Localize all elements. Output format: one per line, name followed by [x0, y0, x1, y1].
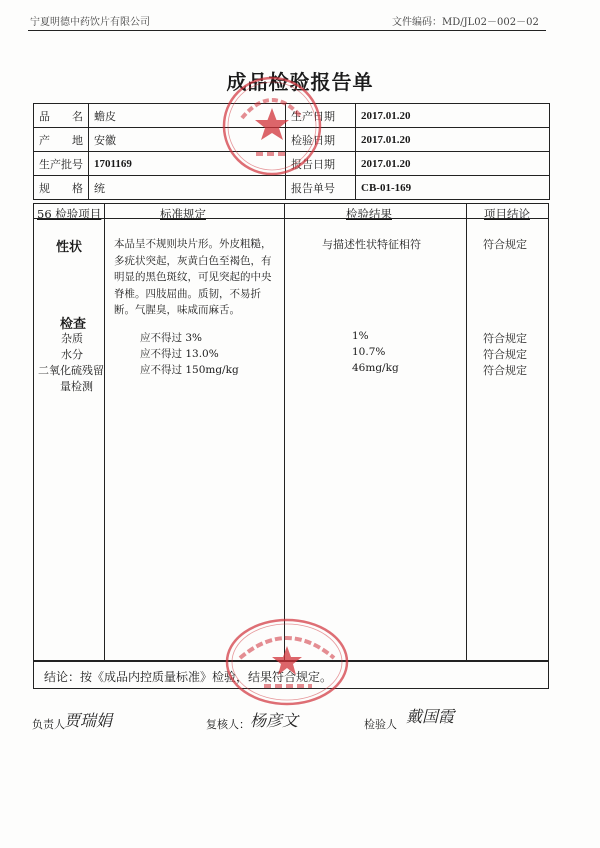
prod-date-label: 生产日期 — [286, 104, 356, 128]
traits-result: 与描述性状特征相符 — [322, 238, 421, 251]
row-conclusion: 符合规定 — [483, 332, 527, 345]
row-result: 10.7% — [352, 346, 386, 358]
report-no-value: CB-01-169 — [356, 176, 550, 200]
report-no-label: 报告单号 — [286, 176, 356, 200]
batch-label: 生产批号 — [34, 152, 89, 176]
origin-label: 产 地 — [34, 128, 89, 152]
prod-date-value: 2017.01.20 — [356, 104, 550, 128]
test-date-value: 2017.01.20 — [356, 128, 550, 152]
conclusion-text: 结论：按《成品内控质量标准》检验，结果符合规定。 — [44, 670, 333, 684]
reviewer-signature: 杨彦文 — [250, 711, 299, 730]
traits-label: 性状 — [56, 240, 83, 255]
inspector-signature: 戴国霞 — [406, 707, 455, 726]
report-date-label: 报告日期 — [286, 152, 356, 176]
spec-label: 规 格 — [34, 176, 89, 200]
row-item: 二氧化硫残留 — [38, 364, 104, 377]
batch-value: 1701169 — [89, 152, 286, 176]
report-date-value: 2017.01.20 — [356, 152, 550, 176]
page-title: 成品检验报告单 — [226, 70, 374, 94]
name-label: 品 名 — [34, 104, 89, 128]
traits-standard: 本品呈不规则块片形。外皮粗糙，多疣状突起，灰黄白色至褐色，有明显的黑色斑纹，可见突起的中央脊椎。四肢屈曲。质韧，不易折断。气腥臭，味咸而麻舌。 — [114, 238, 272, 316]
column-divider — [466, 203, 467, 661]
results-header-divider — [33, 218, 549, 219]
traits-conclusion: 符合规定 — [483, 238, 527, 251]
row-conclusion: 符合规定 — [483, 348, 527, 361]
responsible-signature: 贾瑞娟 — [64, 711, 113, 730]
origin-value: 安徽 — [89, 128, 286, 152]
row-result: 1% — [352, 330, 369, 342]
row-item: 杂质 — [61, 332, 83, 345]
inspection-stamp — [222, 616, 352, 708]
table-row — [34, 176, 550, 200]
column-divider — [104, 203, 105, 661]
inspector-label: 检验人 — [364, 718, 397, 731]
name-value: 蟾皮 — [89, 104, 286, 128]
reviewer-label: 复核人： — [206, 718, 250, 731]
row-result: 46mg/kg — [352, 362, 399, 374]
row-standard: 应不得过 3% — [140, 332, 202, 344]
col-result-header: 检验结果 — [346, 207, 392, 221]
document-number: 文件编码：MD/JL02－002－02 — [392, 17, 539, 28]
row-standard: 应不得过 13.0% — [140, 348, 219, 360]
quality-dept-stamp — [220, 74, 324, 178]
header-divider — [28, 30, 546, 31]
row-conclusion: 符合规定 — [483, 364, 527, 377]
col-item-header: 56 检验项目 — [37, 207, 102, 221]
company-name: 宁夏明德中药饮片有限公司 — [30, 17, 150, 28]
column-divider — [284, 203, 285, 661]
results-table — [33, 203, 549, 661]
test-date-label: 检验日期 — [286, 128, 356, 152]
check-label: 检查 — [60, 317, 87, 332]
col-standard-header: 标准规定 — [160, 207, 206, 221]
row-standard: 应不得过 150mg/kg — [140, 364, 239, 376]
spec-value: 统 — [89, 176, 286, 200]
row-item-continued: 量检测 — [60, 380, 93, 393]
col-conclusion-header: 项目结论 — [484, 207, 530, 221]
row-item: 水分 — [61, 348, 83, 361]
responsible-label: 负责人 — [32, 718, 65, 731]
